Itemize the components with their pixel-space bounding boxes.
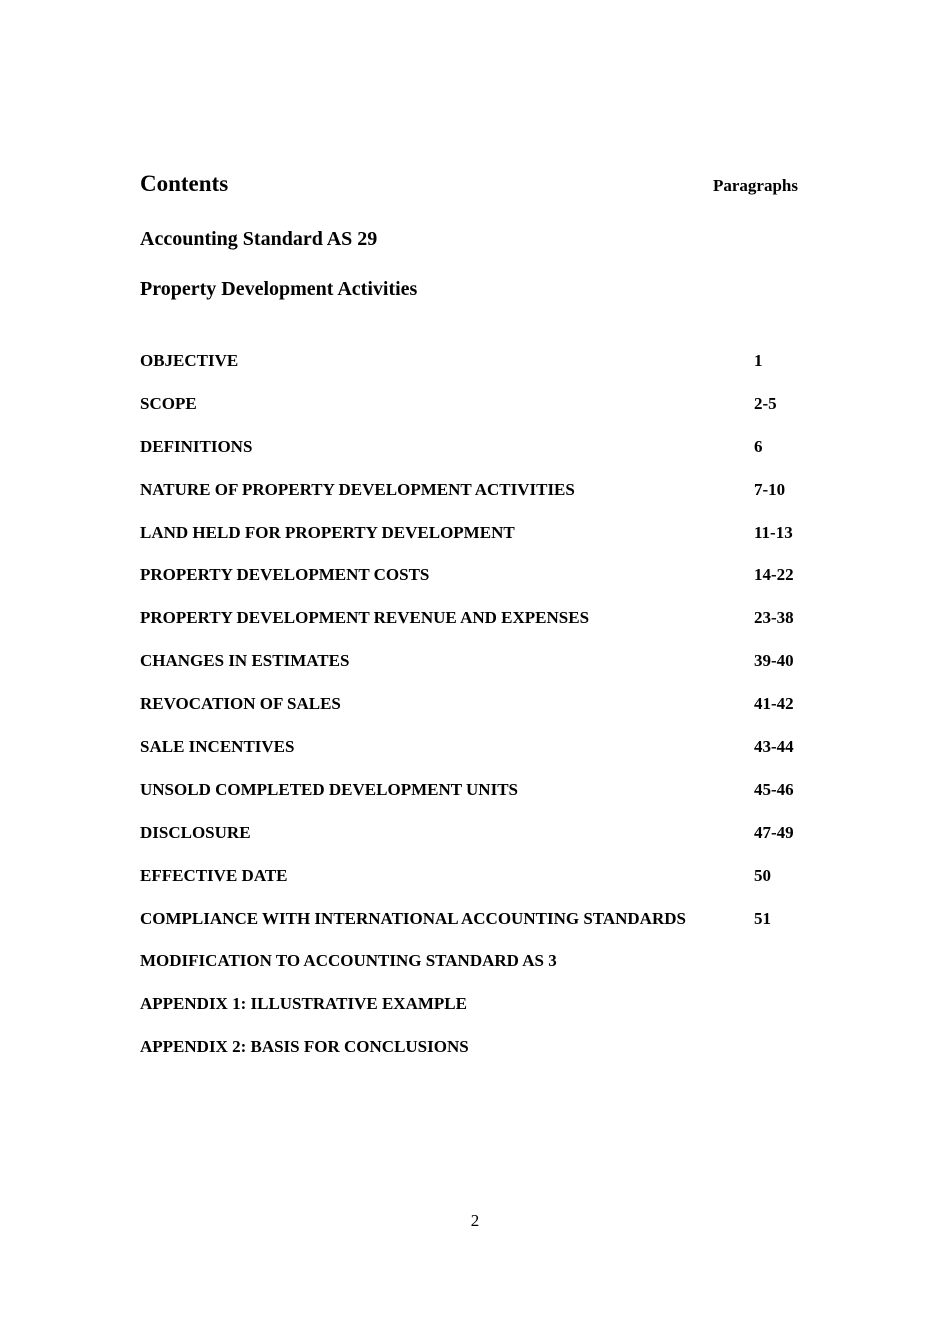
toc-entry-title: SCOPE (140, 393, 197, 413)
contents-heading-row (140, 168, 798, 200)
toc-entry (140, 522, 820, 565)
contents-title: Contents (140, 171, 229, 196)
toc-entry (140, 1036, 820, 1079)
toc-entry (140, 908, 820, 951)
toc-entry-paragraphs: 14-22 (754, 565, 794, 585)
toc-entry-title: UNSOLD COMPLETED DEVELOPMENT UNITS (140, 779, 518, 799)
toc-entry-title: NATURE OF PROPERTY DEVELOPMENT ACTIVITIES (140, 479, 575, 499)
toc-entry-paragraphs: 41-42 (754, 694, 794, 714)
toc-entry-title: EFFECTIVE DATE (140, 865, 288, 885)
toc-entry (140, 607, 820, 650)
toc-entry-title: CHANGES IN ESTIMATES (140, 651, 350, 671)
paragraphs-column-label: Paragraphs (713, 176, 798, 195)
standard-code: Accounting Standard AS 29 (140, 228, 378, 250)
toc-entry-paragraphs: 50 (754, 865, 771, 885)
toc-entry (140, 822, 820, 865)
toc-entry-title: PROPERTY DEVELOPMENT COSTS (140, 565, 430, 585)
toc-entry-title: DISCLOSURE (140, 822, 251, 842)
toc-entry-paragraphs: 7-10 (754, 479, 786, 499)
toc-entry (140, 779, 820, 822)
toc-entry-paragraphs: 2-5 (754, 393, 777, 413)
toc-entry-paragraphs: 51 (754, 908, 771, 928)
toc-entry (140, 393, 820, 436)
toc-entry-title: LAND HELD FOR PROPERTY DEVELOPMENT (140, 522, 515, 542)
toc-entry-paragraphs: 11-13 (754, 522, 793, 542)
toc-entry-paragraphs: 45-46 (754, 779, 794, 799)
toc-entry-title: DEFINITIONS (140, 436, 253, 456)
toc-entry-title: APPENDIX 1: ILLUSTRATIVE EXAMPLE (140, 994, 467, 1014)
toc-entry (140, 736, 820, 779)
toc-entry-paragraphs: 6 (754, 436, 763, 456)
toc-entry-title: MODIFICATION TO ACCOUNTING STANDARD AS 3 (140, 951, 557, 971)
toc-entry-paragraphs: 23-38 (754, 608, 794, 628)
toc-entry-title: OBJECTIVE (140, 351, 239, 370)
table-of-contents (140, 350, 820, 1079)
toc-entry (140, 436, 820, 479)
toc-entry-title: REVOCATION OF SALES (140, 694, 341, 714)
toc-entry (140, 564, 820, 607)
toc-entry-title: COMPLIANCE WITH INTERNATIONAL ACCOUNTING STANDARDS (140, 908, 686, 928)
toc-entry (140, 479, 820, 522)
toc-entry-title: SALE INCENTIVES (140, 737, 295, 757)
toc-entry-paragraphs: 39-40 (754, 651, 794, 671)
standard-name: Property Development Activities (140, 278, 418, 300)
page-number: 2 (470, 1211, 480, 1230)
toc-entry (140, 865, 820, 908)
toc-entry-title: APPENDIX 2: BASIS FOR CONCLUSIONS (140, 1037, 469, 1057)
toc-entry-paragraphs: 1 (754, 351, 763, 370)
toc-entry-paragraphs: 47-49 (754, 822, 794, 842)
toc-entry (140, 993, 820, 1036)
toc-entry (140, 350, 820, 393)
toc-entry-paragraphs: 43-44 (754, 737, 794, 757)
toc-entry (140, 693, 820, 736)
toc-entry (140, 950, 820, 993)
toc-entry (140, 650, 820, 693)
toc-entry-title: PROPERTY DEVELOPMENT REVENUE AND EXPENSES (140, 608, 590, 628)
